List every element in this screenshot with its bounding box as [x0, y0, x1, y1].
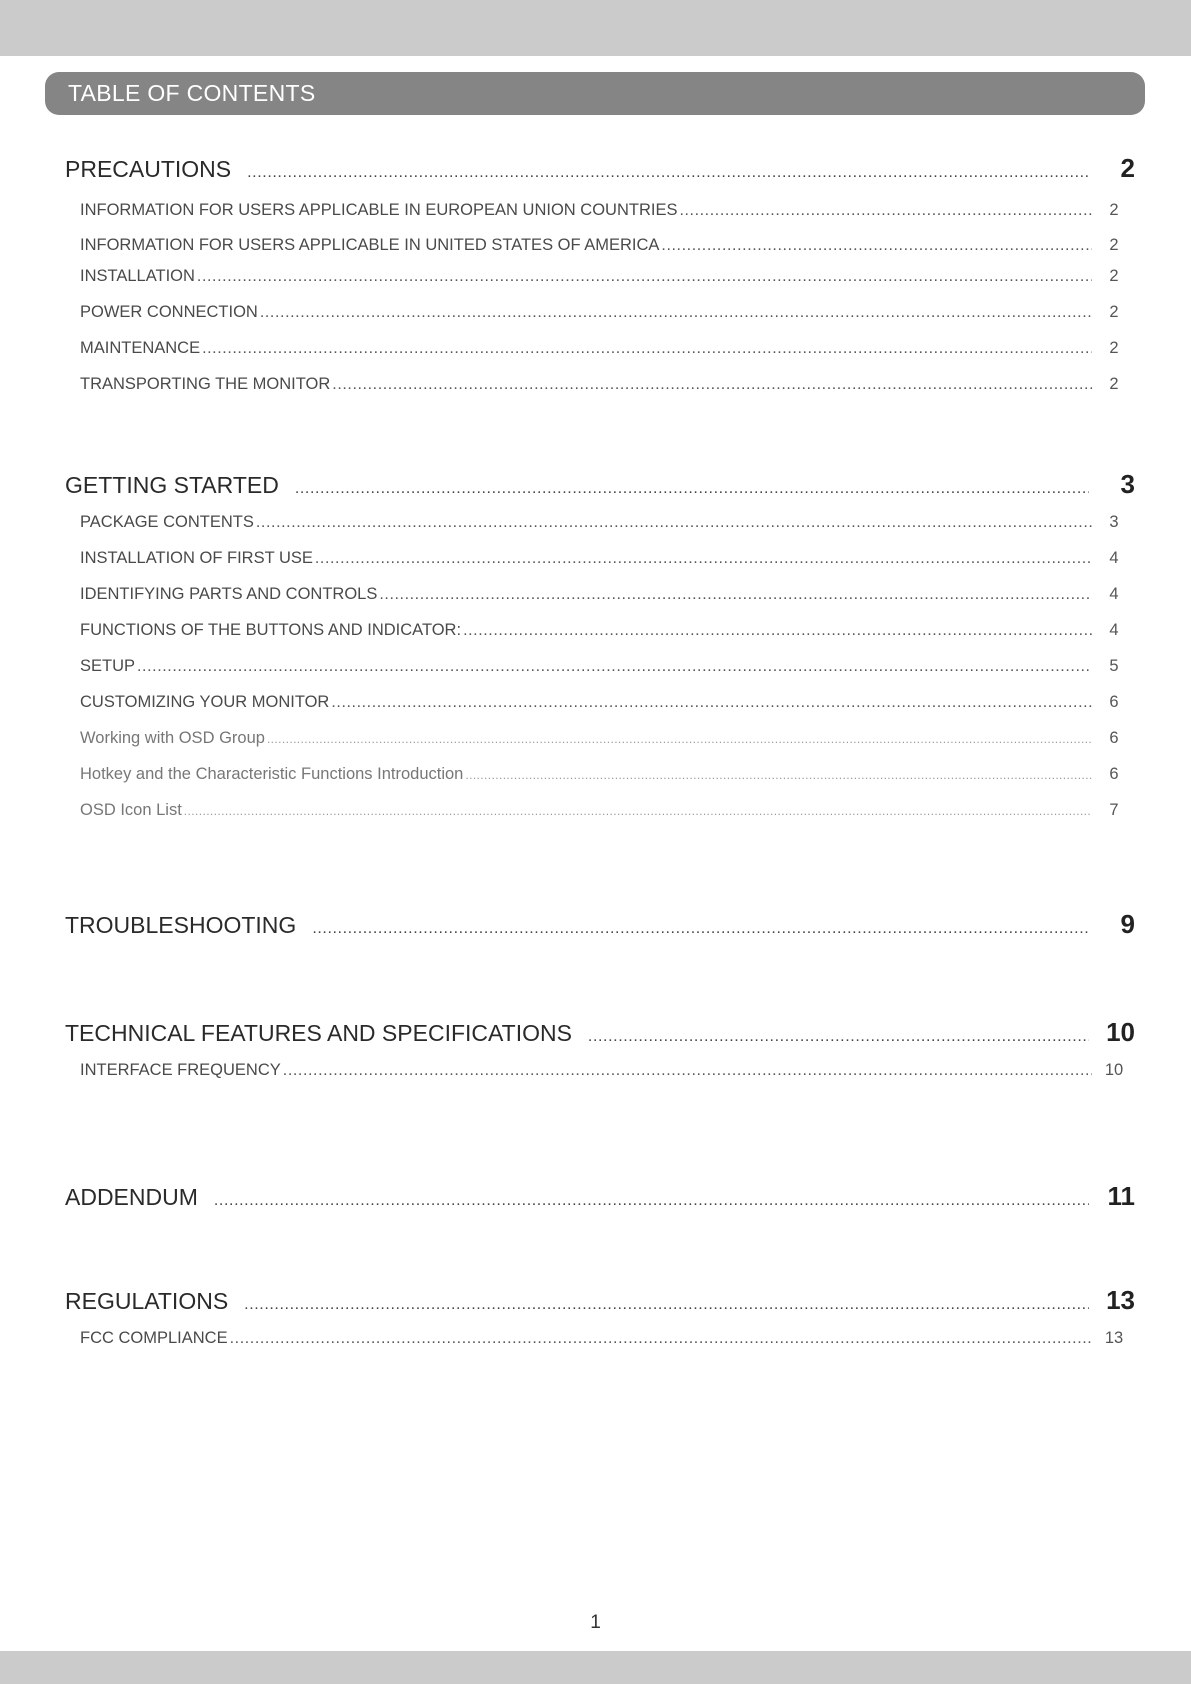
toc-item-label: FUNCTIONS OF THE BUTTONS AND INDICATOR: — [80, 621, 462, 639]
toc-item[interactable] — [80, 729, 1132, 748]
toc-item-label: CUSTOMIZING YOUR MONITOR — [80, 693, 330, 711]
toc-section-title: PRECAUTIONS — [65, 156, 232, 182]
toc-section-title: REGULATIONS — [65, 1288, 229, 1314]
toc-item[interactable] — [80, 1329, 1132, 1348]
dot-leader — [184, 804, 1092, 818]
toc-section-troubleshooting[interactable] — [65, 909, 1135, 940]
top-band — [0, 0, 1191, 56]
dot-leader — [679, 202, 1092, 220]
toc-section-title: GETTING STARTED — [65, 472, 279, 498]
toc-item-page: 2 — [1109, 375, 1119, 393]
toc-section-page: 2 — [1120, 153, 1135, 183]
toc-item-label: SETUP — [80, 657, 136, 675]
toc-item[interactable] — [80, 1061, 1132, 1080]
page-title: TABLE OF CONTENTS — [68, 80, 316, 106]
dot-leader — [463, 622, 1092, 640]
toc-item-page: 2 — [1109, 201, 1119, 219]
toc-section-title: ADDENDUM — [65, 1184, 198, 1210]
toc-item-page: 6 — [1109, 693, 1119, 711]
toc-item[interactable] — [80, 267, 1132, 286]
toc-item-page: 13 — [1104, 1329, 1124, 1347]
toc-item-page: 3 — [1109, 513, 1119, 531]
toc-item-label: INFORMATION FOR USERS APPLICABLE IN EUROPEAN UNION COUNTRIES — [80, 201, 678, 219]
dot-leader — [315, 550, 1092, 568]
toc-item-label: INFORMATION FOR USERS APPLICABLE IN UNITED STATES OF AMERICA — [80, 236, 660, 254]
dot-leader — [312, 920, 1089, 938]
toc-item-label: Hotkey and the Characteristic Functions Introduction — [80, 765, 464, 783]
toc-section-page: 3 — [1120, 469, 1135, 499]
toc-item-label: PACKAGE CONTENTS — [80, 513, 254, 531]
dot-leader — [295, 480, 1089, 498]
dot-leader — [230, 1330, 1092, 1348]
toc-item[interactable] — [80, 657, 1132, 676]
dot-leader — [331, 694, 1092, 712]
toc-item-label: INSTALLATION OF FIRST USE — [80, 549, 313, 567]
toc-section-page: 10 — [1106, 1017, 1135, 1047]
toc-item[interactable] — [80, 621, 1132, 640]
toc-item-label: TRANSPORTING THE MONITOR — [80, 375, 331, 393]
toc-item[interactable] — [80, 513, 1132, 532]
toc-item[interactable] — [80, 801, 1132, 820]
toc-item-label: OSD Icon List — [80, 801, 182, 819]
toc-item-label: POWER CONNECTION — [80, 303, 258, 321]
toc-section-title: TROUBLESHOOTING — [65, 912, 297, 938]
toc-section-title: TECHNICAL FEATURES AND SPECIFICATIONS — [65, 1020, 572, 1046]
bottom-band — [0, 1651, 1191, 1684]
toc-item[interactable] — [80, 236, 1132, 255]
toc-item-page: 7 — [1109, 801, 1119, 819]
toc-item-label: INSTALLATION — [80, 267, 195, 285]
dot-leader — [214, 1192, 1089, 1210]
toc-item[interactable] — [80, 303, 1132, 322]
toc-section-regulations[interactable] — [65, 1285, 1135, 1316]
toc-item[interactable] — [80, 549, 1132, 568]
toc-item-page: 2 — [1109, 339, 1119, 357]
toc-item[interactable] — [80, 693, 1132, 712]
dot-leader — [244, 1296, 1089, 1314]
toc-item[interactable] — [80, 375, 1132, 394]
toc-header-bar — [45, 72, 1145, 115]
toc-item-label: Working with OSD Group — [80, 729, 265, 747]
dot-leader — [267, 732, 1092, 746]
dot-leader — [465, 768, 1092, 782]
dot-leader — [283, 1062, 1092, 1080]
toc-item-label: FCC COMPLIANCE — [80, 1329, 228, 1347]
dot-leader — [379, 586, 1092, 604]
toc-item-page: 4 — [1109, 621, 1119, 639]
toc-item-page: 2 — [1109, 236, 1119, 254]
toc-item-label: INTERFACE FREQUENCY — [80, 1061, 281, 1079]
toc-section-getting-started[interactable] — [65, 469, 1135, 500]
toc-item[interactable] — [80, 585, 1132, 604]
dot-leader — [256, 514, 1092, 532]
toc-item[interactable] — [80, 765, 1132, 784]
toc-section-technical-features[interactable] — [65, 1017, 1135, 1048]
toc-item-page: 2 — [1109, 267, 1119, 285]
toc-item-label: IDENTIFYING PARTS AND CONTROLS — [80, 585, 378, 603]
dot-leader — [247, 164, 1089, 182]
toc-section-page: 13 — [1106, 1285, 1135, 1315]
toc-section-page: 9 — [1120, 909, 1135, 939]
page-number: 1 — [590, 1612, 601, 1633]
dot-leader — [332, 376, 1092, 394]
toc-item[interactable] — [80, 201, 1132, 220]
dot-leader — [137, 658, 1092, 676]
dot-leader — [197, 268, 1092, 286]
toc-item-page: 10 — [1104, 1061, 1124, 1079]
toc-item-page: 6 — [1109, 729, 1119, 747]
toc-item-page: 6 — [1109, 765, 1119, 783]
dot-leader — [202, 340, 1092, 358]
toc-item-page: 5 — [1109, 657, 1119, 675]
toc-section-precautions[interactable] — [65, 153, 1135, 184]
toc-item-label: MAINTENANCE — [80, 339, 201, 357]
toc-section-page: 11 — [1107, 1181, 1135, 1211]
dot-leader — [260, 304, 1092, 322]
toc-item-page: 2 — [1109, 303, 1119, 321]
toc-item-page: 4 — [1109, 549, 1119, 567]
toc-item[interactable] — [80, 339, 1132, 358]
toc-section-addendum[interactable] — [65, 1181, 1135, 1212]
dot-leader — [588, 1028, 1089, 1046]
toc-item-page: 4 — [1109, 585, 1119, 603]
dot-leader — [661, 237, 1092, 255]
